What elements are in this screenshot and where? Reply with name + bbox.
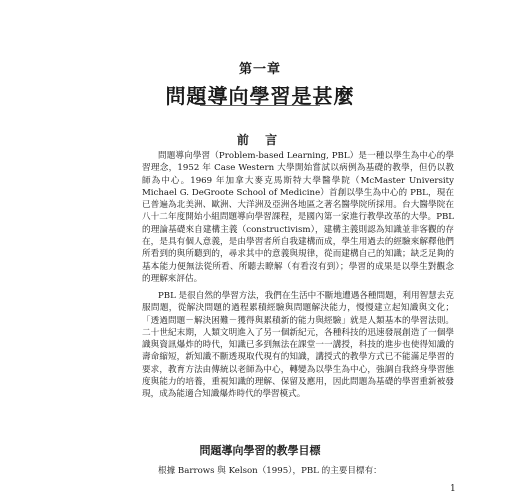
subsection-heading: 問題導向學習的教學目標	[199, 444, 321, 457]
section-heading: 前 言	[236, 133, 284, 147]
body-paragraph: 問題導向學習（Problem-based Learning, PBL）是一種以學生為中心的學習理念，1952 年 Case Western 大學開始嘗試以病例為基礎的教學，但仍以教師為中心。1969 年加拿大麥克馬斯特大學醫學院（McMaster University Michael G. DeGroote School of Medicine）首創以學生為中心的 PBL，現在已普遍為北美洲、歐洲、大洋洲及亞洲各地區之著名醫學院所採用。台大醫學院在八十二年度開始小組問題導向學習課程，是國內第一家進行教學改革的大學。PBL 的理論基礎來自建構主義（constructivism），建構主義則認為知識並非客觀的存在，是具有個人意義，是由學習者所自我建構而成，學生用過去的經驗來解釋他們所看到的與所聽到的，尋求其中的意義與規律，從而建構自己的知識；缺乏足夠的基本能力便無法從所看、所聽去瞭解（有看沒有到）；學習的成果是以學生對觀念的理解來評估。	[142, 151, 454, 284]
chapter-title-rule	[200, 105, 320, 106]
page-number: 1	[450, 484, 456, 494]
chapter-label: 第一章	[238, 62, 281, 77]
body-paragraph: PBL 是很自然的學習方法，我們在生活中不斷地遭遇各種問題，利用智慧去克服問題，從解決問題的過程累積經驗與問題解決能力，慢慢建立起知識與文化；「透過問題－解決困難－獲得與累積新的能力與經驗」就是人類基本的學習法則。二十世紀末期，人類文明進入了另一個新紀元，各種科技的迅速發展創造了一個學識與資訊爆炸的時代，知識已多到無法在課堂一一講授，科技的進步也使得知識的壽命縮短，新知識不斷透現取代現有的知識，講授式的教學方式已不能滿足學習的要求，教育方法由傳統以老師為中心，轉變為以學生為中心，強調自我終身學習態度與能力的培養，重視知識的理解、保留及應用，因此問題為基礎的學習重新被發現，成為能適合知識爆炸時代的學習模式。	[142, 291, 454, 400]
lead-paragraph: 根據 Barrows 與 Kelson（1995），PBL 的主要目標有：	[158, 466, 382, 476]
chapter-title: 問題導向學習是甚麼	[165, 84, 355, 108]
